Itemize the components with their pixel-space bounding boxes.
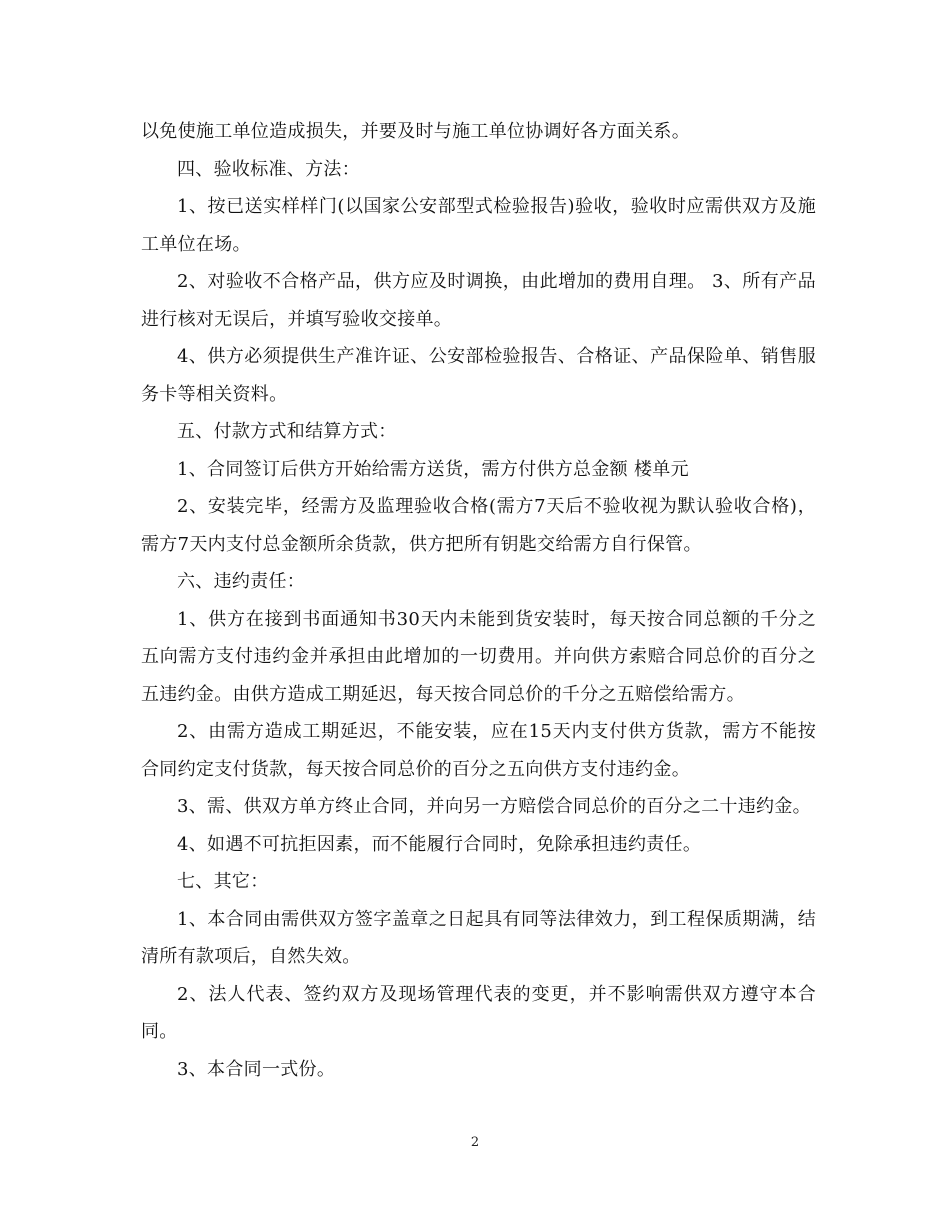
payment-clause-1: 1、合同签订后供方开始给需方送货，需方付供方总金额 楼单元 <box>177 458 689 480</box>
breach-clause-3: 3、需、供双方单方终止合同，并向另一方赔偿合同总价的百分之二十违约金。 <box>177 796 811 817</box>
section-heading-acceptance: 四、验收标准、方法： <box>177 158 360 180</box>
section-heading-other: 七、其它： <box>177 871 269 892</box>
document-body <box>141 113 816 1088</box>
section-heading-breach: 六、违约责任： <box>177 571 306 592</box>
acceptance-clause-4: 4、供方必须提供生产准许证、公安部检验报告、合格证、产品保险单、销售服务卡等相关资料。 <box>141 346 816 405</box>
other-clause-2: 2、法人代表、签约双方及现场管理代表的变更，并不影响需供双方遵守本合同。 <box>141 983 816 1042</box>
page-number: 2 <box>470 1135 480 1150</box>
breach-clause-2: 2、由需方造成工期延迟，不能安装，应在15天内支付供方货款，需方不能按合同约定支付货款，每天按合同总价的百分之五向供方支付违约金。 <box>141 721 816 780</box>
payment-clause-2: 2、安装完毕，经需方及监理验收合格(需方7天后不验收视为默认验收合格)，需方7天内支付总金额所余货款，供方把所有钥匙交给需方自行保管。 <box>141 496 816 555</box>
other-clause-1: 1、本合同由需供双方签字盖章之日起具有同等法律效力，到工程保质期满，结清所有款项后，自然失效。 <box>141 908 816 967</box>
acceptance-clause-1: 1、按已送实样样门(以国家公安部型式检验报告)验收，验收时应需供双方及施工单位在场。 <box>141 196 816 255</box>
other-clause-3: 3、本合同一式份。 <box>177 1058 336 1080</box>
continuation-paragraph: 以免使施工单位造成损失，并要及时与施工单位协调好各方面关系。 <box>141 121 690 142</box>
section-heading-payment: 五、付款方式和结算方式： <box>177 421 397 442</box>
breach-clause-1: 1、供方在接到书面通知书30天内未能到货安装时，每天按合同总额的千分之五向需方支付违约金并承担由此增加的一切费用。并向供方索赔合同总价的百分之五违约金。由供方造成工期延迟，每天按合同总价的千分之五赔偿给需方。 <box>141 608 816 705</box>
breach-clause-4: 4、如遇不可抗拒因素，而不能履行合同时，免除承担违约责任。 <box>177 833 702 855</box>
acceptance-clause-2-3: 2、对验收不合格产品，供方应及时调换，由此增加的费用自理。 3、所有产品进行核对无误后，并填写验收交接单。 <box>141 271 816 330</box>
